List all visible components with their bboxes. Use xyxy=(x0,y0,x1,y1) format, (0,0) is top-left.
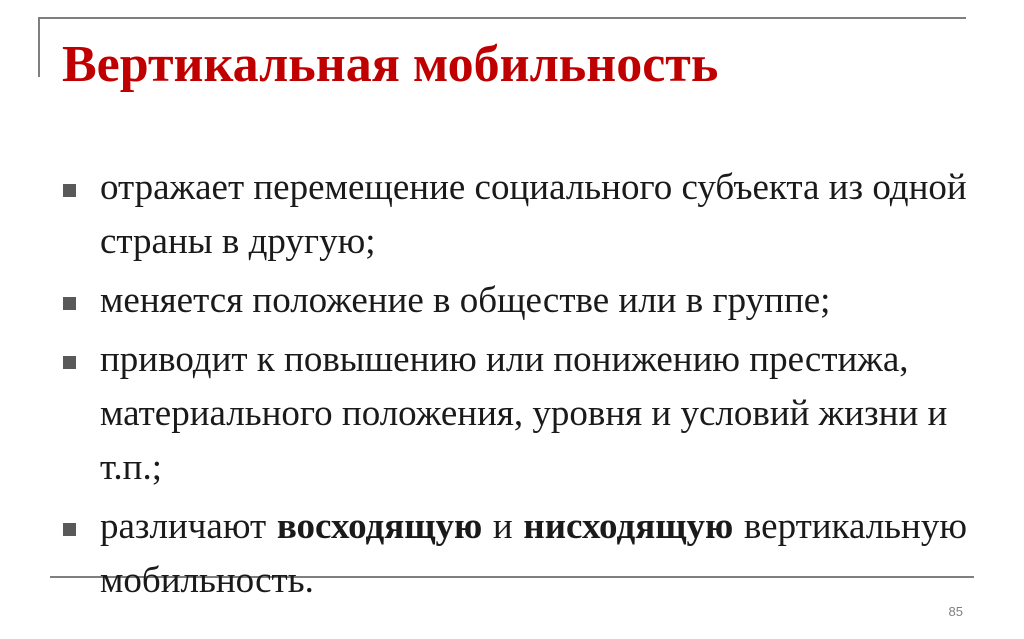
page-number: 85 xyxy=(948,604,963,619)
bullet-item xyxy=(63,500,967,608)
bullet-text-suffix: вертикальную мобильность. xyxy=(100,506,967,601)
ascending-term: восходящую xyxy=(276,506,483,547)
descending-term: нисходящую xyxy=(523,506,734,547)
slide-title: Вертикальная мобильность xyxy=(62,36,719,93)
bullet-item xyxy=(63,161,967,269)
bullet-text-middle: и xyxy=(482,506,524,547)
bullet-text: меняется положение в обществе или в группе; xyxy=(100,280,831,321)
bullet-text: отражает перемещение социального субъекта из одной страны в другую; xyxy=(100,167,967,262)
frame-top-line xyxy=(38,17,966,19)
bullet-item xyxy=(63,333,967,495)
bullet-list xyxy=(63,161,967,613)
bullet-text-prefix: различают xyxy=(100,506,277,547)
square-bullet-icon xyxy=(63,523,76,536)
frame-left-line xyxy=(38,17,40,77)
square-bullet-icon xyxy=(63,297,76,310)
bullet-item xyxy=(63,274,967,328)
bullet-text: приводит к повышению или понижению престижа, материального положения, уровня и условий жизни и т.п.; xyxy=(100,339,948,488)
square-bullet-icon xyxy=(63,356,76,369)
square-bullet-icon xyxy=(63,184,76,197)
